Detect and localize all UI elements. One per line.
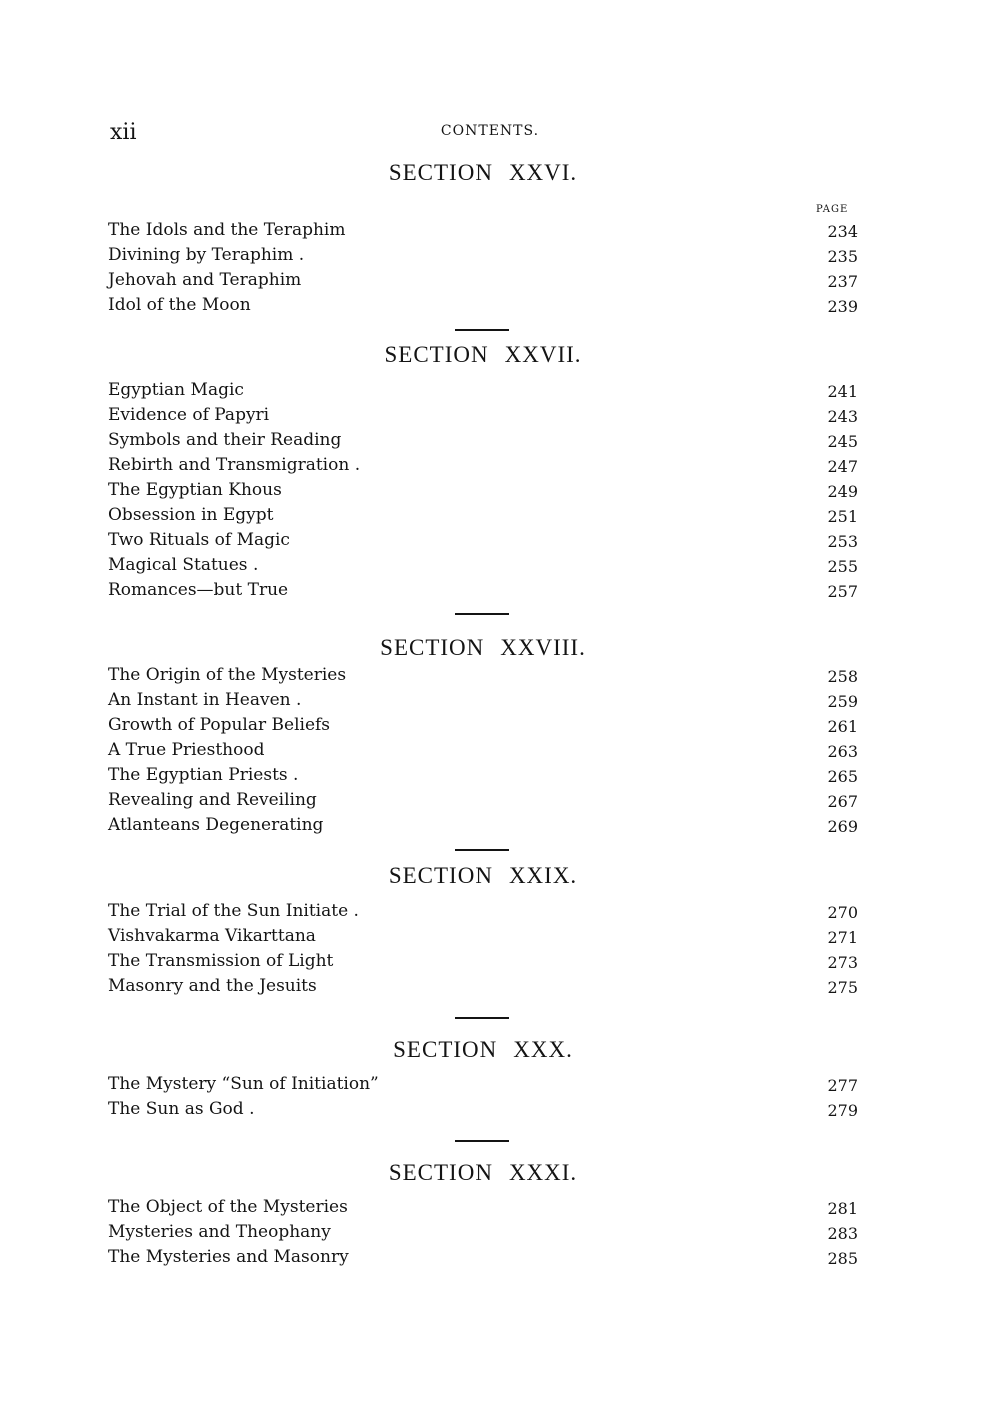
toc-entry[interactable] bbox=[108, 715, 858, 740]
entry-page: 241 bbox=[827, 382, 858, 401]
entry-page: 239 bbox=[827, 297, 858, 316]
toc-entry[interactable] bbox=[108, 405, 858, 430]
entry-page: 237 bbox=[827, 272, 858, 291]
section-label: SECTION bbox=[388, 1160, 493, 1185]
entry-page: 255 bbox=[827, 557, 858, 576]
entry-title: Atlanteans Degenerating bbox=[108, 815, 324, 835]
toc-entry[interactable] bbox=[108, 901, 858, 926]
entry-title: Jehovah and Teraphim bbox=[108, 270, 302, 290]
toc-entry[interactable] bbox=[108, 740, 858, 765]
entry-title: Two Rituals of Magic bbox=[108, 530, 290, 550]
entry-title: The Transmission of Light bbox=[108, 951, 334, 971]
section-heading bbox=[0, 635, 966, 661]
entry-page: 281 bbox=[827, 1199, 858, 1218]
section-numeral: XXVI. bbox=[508, 160, 578, 185]
entry-title: The Egyptian Priests . bbox=[108, 765, 299, 785]
entry-page: 273 bbox=[827, 953, 858, 972]
toc-entry[interactable] bbox=[108, 430, 858, 455]
section-heading bbox=[0, 863, 966, 889]
section-label: SECTION bbox=[380, 635, 485, 660]
entry-page: 277 bbox=[827, 1076, 858, 1095]
entry-title: Rebirth and Transmigration . bbox=[108, 455, 361, 475]
section-label: SECTION bbox=[384, 342, 489, 367]
entry-page: 259 bbox=[827, 692, 858, 711]
entry-title: The Origin of the Mysteries bbox=[108, 665, 347, 685]
toc-entry[interactable] bbox=[108, 480, 858, 505]
entry-title: A True Priesthood bbox=[108, 740, 265, 760]
entry-page: 253 bbox=[827, 532, 858, 551]
entry-title: Romances—but True bbox=[108, 580, 289, 600]
entry-title: Idol of the Moon bbox=[108, 295, 251, 315]
section-heading bbox=[0, 160, 966, 186]
section-divider bbox=[455, 329, 509, 331]
toc-entry[interactable] bbox=[108, 245, 858, 270]
entry-title: The Egyptian Khous bbox=[108, 480, 282, 500]
entry-page: 285 bbox=[827, 1249, 858, 1268]
section-label: SECTION bbox=[388, 160, 493, 185]
entry-page: 279 bbox=[827, 1101, 858, 1120]
toc-entry[interactable] bbox=[108, 765, 858, 790]
entry-title: The Mystery “Sun of Initiation” bbox=[108, 1074, 379, 1094]
entry-title: Mysteries and Theophany bbox=[108, 1222, 331, 1242]
toc-entry[interactable] bbox=[108, 220, 858, 245]
section-heading bbox=[0, 1037, 966, 1063]
toc-entry[interactable] bbox=[108, 1099, 858, 1124]
entry-page: 257 bbox=[827, 582, 858, 601]
running-head: CONTENTS. bbox=[440, 123, 540, 139]
entry-page: 258 bbox=[827, 667, 858, 686]
entry-page: 251 bbox=[827, 507, 858, 526]
entry-title: Evidence of Papyri bbox=[108, 405, 270, 425]
section-numeral: XXXI. bbox=[508, 1160, 578, 1185]
toc-entry[interactable] bbox=[108, 926, 858, 951]
toc-entry[interactable] bbox=[108, 1247, 858, 1272]
toc-entry[interactable] bbox=[108, 1074, 858, 1099]
toc-entry[interactable] bbox=[108, 530, 858, 555]
toc-entry[interactable] bbox=[108, 1222, 858, 1247]
section-heading bbox=[0, 342, 966, 368]
section-label: SECTION bbox=[393, 1037, 498, 1062]
toc-entry[interactable] bbox=[108, 505, 858, 530]
toc-entry[interactable] bbox=[108, 815, 858, 840]
entry-page: 263 bbox=[827, 742, 858, 761]
entry-title: The Idols and the Teraphim bbox=[108, 220, 346, 240]
toc-entry[interactable] bbox=[108, 1197, 858, 1222]
entry-title: Magical Statues . bbox=[108, 555, 259, 575]
entry-title: Vishvakarma Vikarttana bbox=[108, 926, 316, 946]
section-heading bbox=[0, 1160, 966, 1186]
page-column-label: PAGE bbox=[816, 204, 849, 215]
entry-page: 265 bbox=[827, 767, 858, 786]
entry-title: The Trial of the Sun Initiate . bbox=[108, 901, 359, 921]
entry-title: Divining by Teraphim . bbox=[108, 245, 305, 265]
toc-entry[interactable] bbox=[108, 380, 858, 405]
entry-page: 245 bbox=[827, 432, 858, 451]
entry-page: 243 bbox=[827, 407, 858, 426]
section-label: SECTION bbox=[388, 863, 493, 888]
entry-page: 267 bbox=[827, 792, 858, 811]
entry-title: Egyptian Magic bbox=[108, 380, 244, 400]
section-numeral: XXX. bbox=[513, 1037, 573, 1062]
section-divider bbox=[455, 1017, 509, 1019]
entry-page: 261 bbox=[827, 717, 858, 736]
entry-title: Revealing and Reveiling bbox=[108, 790, 317, 810]
entry-title: The Sun as God . bbox=[108, 1099, 255, 1119]
toc-entry[interactable] bbox=[108, 665, 858, 690]
entry-title: An Instant in Heaven . bbox=[108, 690, 302, 710]
entry-page: 269 bbox=[827, 817, 858, 836]
folio-number: xii bbox=[110, 120, 137, 145]
section-numeral: XXVII. bbox=[504, 342, 582, 367]
entry-page: 271 bbox=[827, 928, 858, 947]
entry-page: 270 bbox=[827, 903, 858, 922]
entry-page: 235 bbox=[827, 247, 858, 266]
toc-entry[interactable] bbox=[108, 951, 858, 976]
toc-entry[interactable] bbox=[108, 690, 858, 715]
toc-entry[interactable] bbox=[108, 295, 858, 320]
entry-page: 249 bbox=[827, 482, 858, 501]
entry-page: 275 bbox=[827, 978, 858, 997]
entry-page: 283 bbox=[827, 1224, 858, 1243]
entry-title: Masonry and the Jesuits bbox=[108, 976, 317, 996]
entry-title: The Object of the Mysteries bbox=[108, 1197, 348, 1217]
toc-entry[interactable] bbox=[108, 790, 858, 815]
section-divider bbox=[455, 613, 509, 615]
section-divider bbox=[455, 1140, 509, 1142]
section-divider bbox=[455, 849, 509, 851]
toc-entry[interactable] bbox=[108, 976, 858, 1001]
entry-title: Symbols and their Reading bbox=[108, 430, 342, 450]
toc-entry[interactable] bbox=[108, 455, 858, 480]
entry-page: 247 bbox=[827, 457, 858, 476]
section-numeral: XXVIII. bbox=[500, 635, 586, 660]
entry-title: Growth of Popular Beliefs bbox=[108, 715, 331, 735]
section-numeral: XXIX. bbox=[508, 863, 578, 888]
entry-title: Obsession in Egypt bbox=[108, 505, 274, 525]
toc-entry[interactable] bbox=[108, 270, 858, 295]
toc-entry[interactable] bbox=[108, 555, 858, 580]
entry-page: 234 bbox=[827, 222, 858, 241]
toc-entry[interactable] bbox=[108, 580, 858, 605]
entry-title: The Mysteries and Masonry bbox=[108, 1247, 349, 1267]
